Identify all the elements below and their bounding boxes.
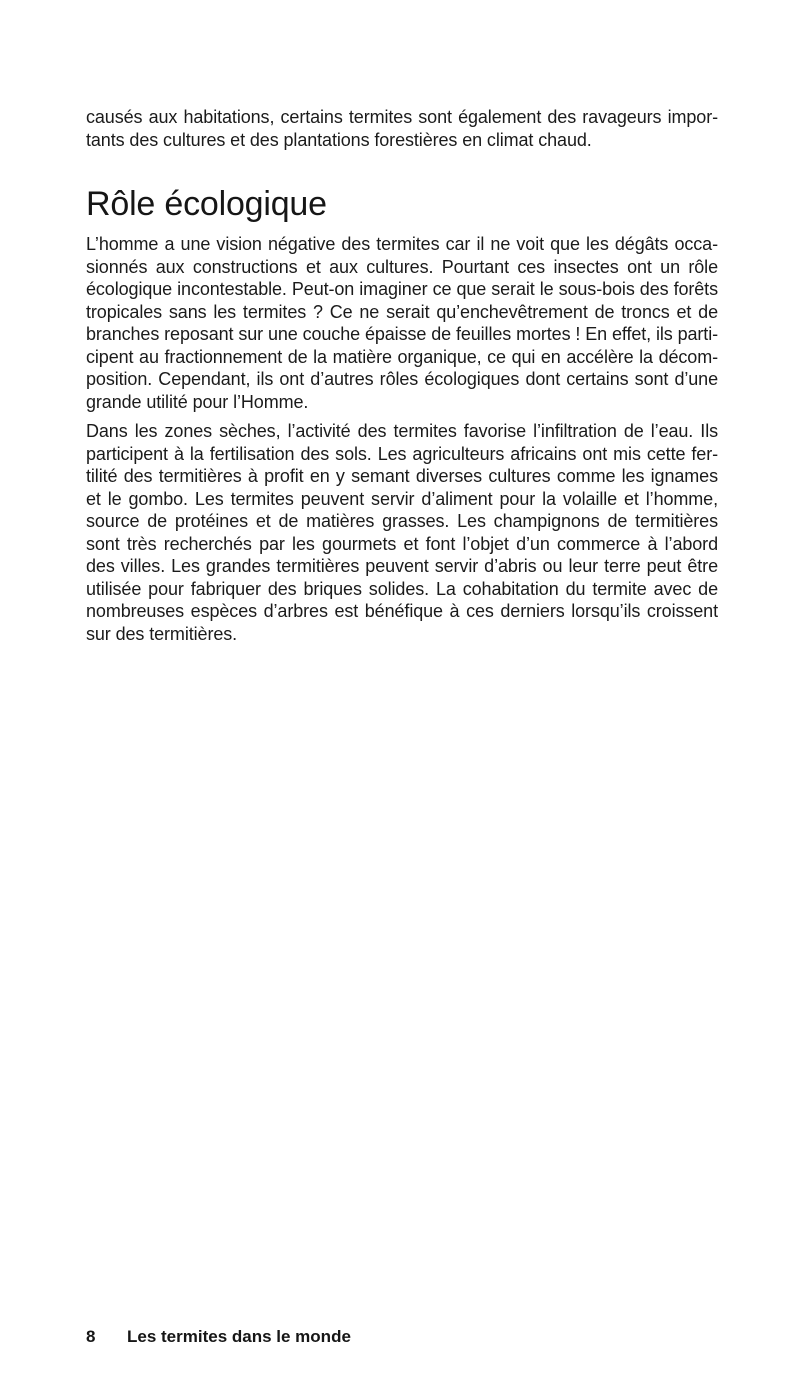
text-line: des villes. Les grandes termitières peuvent servir d’abris ou leur terre peut être <box>86 556 718 576</box>
paragraph-dry-zones-uses <box>86 420 718 645</box>
text-line: et le gombo. Les termites peuvent servir d’aliment pour la volaille et l’homme, <box>86 488 718 509</box>
text-line: sionnés aux constructions et aux cultures. Pourtant ces insectes ont un rôle <box>86 256 718 277</box>
paragraph-ecological-role <box>86 233 718 413</box>
text-line: nombreuses espèces d’arbres est bénéfique à ces derniers lorsqu’ils croissent <box>86 601 718 621</box>
running-title: Les termites dans le monde <box>127 1327 351 1346</box>
text-line: Dans les zones sèches, l’activité des termites favorise l’infiltration de l’eau. Ils <box>86 421 718 441</box>
text-line: L’homme a une vision négative des termites car il ne voit que les dégâts occa- <box>86 234 718 254</box>
text-line: grande utilité pour l’Homme. <box>86 391 309 412</box>
text-line: sur des termitières. <box>86 623 238 644</box>
text-line: position. Cependant, ils ont d’autres rôles écologiques dont certains sont d’une <box>86 369 718 389</box>
text-line: sont très recherchés par les gourmets et font l’objet d’un commerce à l’abord <box>86 533 718 554</box>
text-line: utilisée pour fabriquer des briques solides. La cohabitation du termite avec de <box>86 578 718 599</box>
text-line: écologique incontestable. Peut-on imaginer ce que serait le sous-bois des forêts <box>86 279 718 299</box>
text-line: cipent au fractionnement de la matière organique, ce qui en accélère la décom- <box>86 346 718 367</box>
text-line: causés aux habitations, certains termites sont également des ravageurs impor- <box>86 107 718 127</box>
text-line: branches reposant sur une couche épaisse de feuilles mortes ! En effet, ils parti- <box>86 324 718 344</box>
page-number: 8 <box>86 1327 96 1346</box>
text-line: tants des cultures et des plantations forestières en climat chaud. <box>86 129 592 150</box>
section-heading: Rôle écologique <box>86 185 327 223</box>
text-column <box>86 0 718 1400</box>
page-footer <box>86 1326 718 1348</box>
intro-paragraph-fragment <box>86 106 718 151</box>
text-line: tilité des termitières à profit en y semant diverses cultures comme les ignames <box>86 466 718 486</box>
text-line: source de protéines et de matières grasses. Les champignons de termitières <box>86 511 718 531</box>
text-line: participent à la fertilisation des sols. Les agriculteurs africains ont mis cette fer- <box>86 443 718 464</box>
text-line: tropicales sans les termites ? Ce ne serait qu’enchevêtrement de troncs et de <box>86 301 718 322</box>
